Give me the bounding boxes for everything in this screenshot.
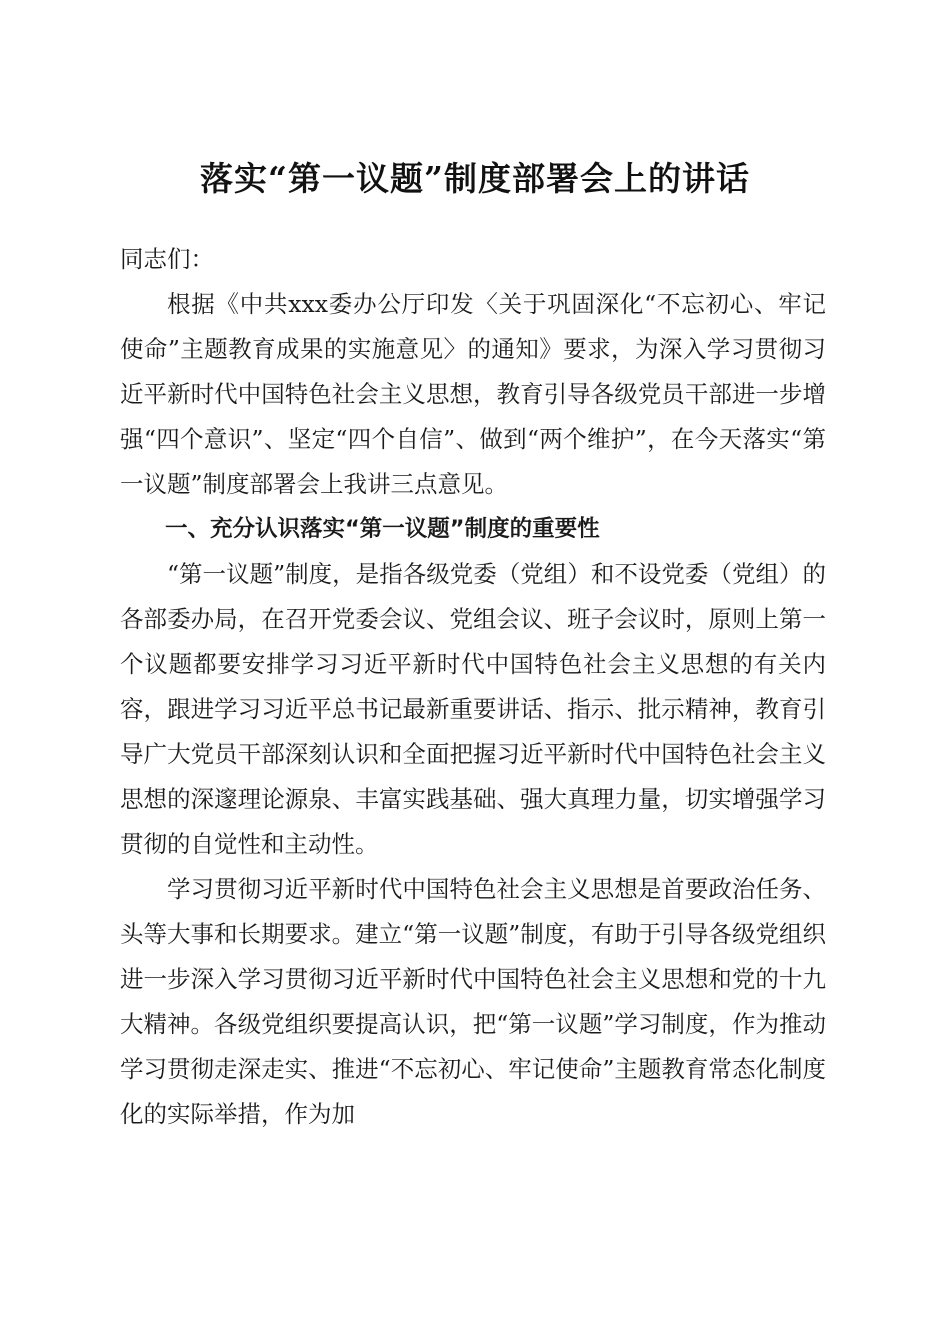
intro-paragraph: 根据《中共xxx委办公厅印发〈关于巩固深化“不忘初心、牢记使命”主题教育成果的实施意见〉的通知》要求，为深入学习贯彻习近平新时代中国特色社会主义思想，教育引导各级党员干部进一步增强“四个意识”、坚定“四个自信”、做到“两个维护”，在今天落实“第一议题”制度部署会上我讲三点意见。	[120, 290, 826, 498]
section1-paragraph: 学习贯彻习近平新时代中国特色社会主义思想是首要政治任务、头等大事和长期要求。建立“第一议题”制度，有助于引导各级党组织进一步深入学习贯彻习近平新时代中国特色社会主义思想和党的十九大精神。各级党组织要提高认识，把“第一议题”学习制度，作为推动学习贯彻走深走实、推进“不忘初心、牢记使命”主题教育常态化制度化的实际举措，作为加	[120, 875, 826, 1128]
document-title: 落实“第一议题”制度部署会上的讲话	[200, 159, 750, 199]
section-heading-1: 一、充分认识落实“第一议题”制度的重要性	[165, 516, 600, 542]
document-body	[120, 237, 826, 1137]
salutation: 同志们：	[120, 245, 214, 273]
section1-paragraph: “第一议题”制度，是指各级党委（党组）和不设党委（党组）的各部委办局，在召开党委会议、党组会议、班子会议时，原则上第一个议题都要安排学习习近平新时代中国特色社会主义思想的有关内容，跟进学习习近平总书记最新重要讲话、指示、批示精神，教育引导广大党员干部深刻认识和全面把握习近平新时代中国特色社会主义思想的深邃理论源泉、丰富实践基础、强大真理力量，切实增强学习贯彻的自觉性和主动性。	[120, 560, 826, 858]
